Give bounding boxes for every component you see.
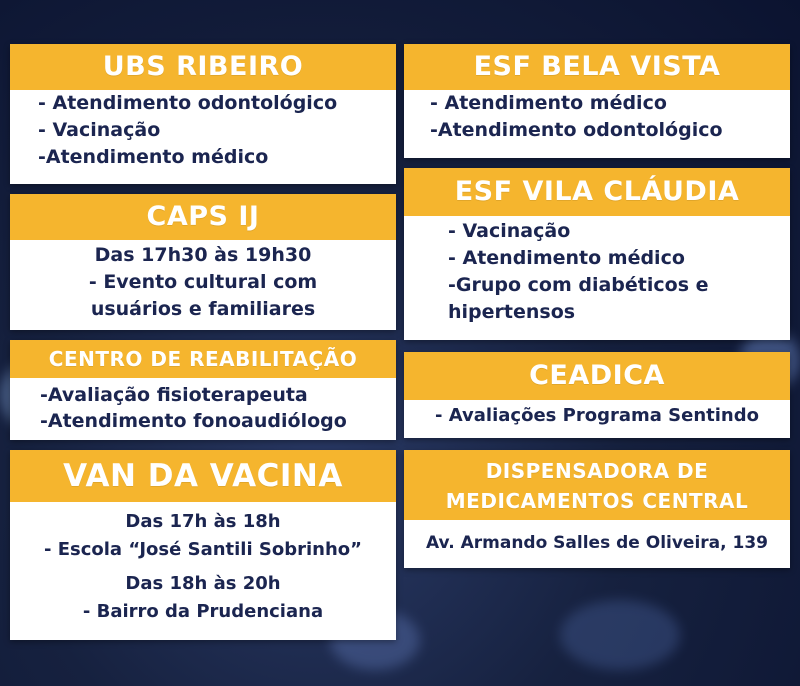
- card-ceadica: [404, 352, 790, 438]
- card-ubs-ribeiro: [10, 44, 396, 184]
- list-item: - Vacinação: [448, 220, 571, 242]
- schedule-time: Das 17h30 às 19h30: [94, 244, 312, 266]
- list-item: hipertensos: [448, 301, 576, 323]
- card-title: [404, 450, 790, 520]
- card-title: ESF VILA CLÁUDIA: [404, 168, 790, 216]
- list-item: -Avaliação fisioterapeuta: [40, 384, 308, 406]
- card-centro-reabilitacao: [10, 340, 396, 440]
- card-body: [404, 520, 790, 557]
- card-van-da-vacina: [10, 450, 396, 640]
- schedule-time: Das 17h às 18h: [125, 511, 281, 532]
- list-item: - Escola “José Santili Sobrinho”: [43, 539, 363, 560]
- card-body: [404, 90, 790, 144]
- list-item: - Avaliações Programa Sentindo: [435, 405, 759, 426]
- list-item: usuários e familiares: [90, 298, 316, 320]
- card-title-line: MEDICAMENTOS CENTRAL: [445, 489, 749, 513]
- address-text: Av. Armando Salles de Oliveira, 139: [425, 533, 769, 553]
- card-title: VAN DA VACINA: [10, 450, 396, 502]
- card-body: [10, 502, 396, 626]
- schedule-time: Das 18h às 20h: [125, 573, 281, 594]
- card-title: CEADICA: [404, 352, 790, 400]
- card-body: [404, 400, 790, 429]
- card-body: [404, 216, 790, 326]
- card-body: [10, 90, 396, 171]
- list-item: -Grupo com diabéticos e: [448, 274, 709, 296]
- list-item: - Bairro da Prudenciana: [82, 601, 324, 622]
- card-title: CAPS IJ: [10, 194, 396, 240]
- list-item: - Atendimento médico: [430, 92, 667, 114]
- card-esf-bela-vista: [404, 44, 790, 158]
- list-item: -Atendimento odontológico: [430, 119, 723, 141]
- card-caps-ij: [10, 194, 396, 330]
- card-body: [10, 240, 396, 323]
- card-title: ESF BELA VISTA: [404, 44, 790, 90]
- card-dispensadora: [404, 450, 790, 568]
- list-item: - Atendimento médico: [448, 247, 685, 269]
- card-title-line: DISPENSADORA DE: [485, 459, 709, 483]
- list-item: -Atendimento médico: [38, 146, 269, 168]
- list-item: - Atendimento odontológico: [38, 92, 338, 114]
- background-light: [560, 600, 680, 670]
- card-title: UBS RIBEIRO: [10, 44, 396, 90]
- card-body: [10, 378, 396, 434]
- card-esf-vila-claudia: [404, 168, 790, 340]
- list-item: - Evento cultural com: [88, 271, 318, 293]
- list-item: -Atendimento fonoaudiólogo: [40, 410, 347, 432]
- list-item: - Vacinação: [38, 119, 161, 141]
- card-title: CENTRO DE REABILITAÇÃO: [10, 340, 396, 378]
